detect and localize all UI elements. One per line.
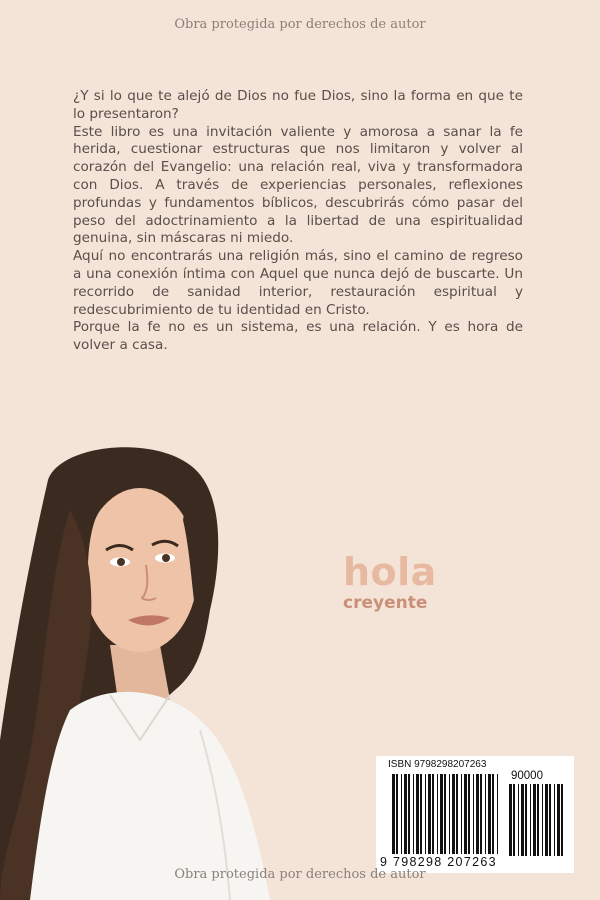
blurb-paragraph: Este libro es una invitación valiente y amorosa a sanar la fe herida, cuestionar estructuras que nos limitaron y volver al corazón del Evangelio: una relación real, viva y transformadora con Dios. A través de experiencias personales, reflexiones profundas y fundamentos bíblicos, descubrirás cómo pasar del peso del adoctrinamiento a la libertad de una espiritualidad genuina, sin máscaras ni miedo. <box>73 123 523 247</box>
isbn-barcode <box>376 756 574 873</box>
blurb-paragraph: ¿Y si lo que te alejó de Dios no fue Dios, sino la forma en que te lo presentaron? <box>73 88 523 122</box>
blurb-paragraph: Porque la fe no es un sistema, es una relación. Y es hora de volver a casa. <box>73 319 523 354</box>
logo-creyente-text: creyente <box>343 593 428 613</box>
book-logo <box>343 552 437 613</box>
copyright-watermark-top: Obra protegida por derechos de autor <box>174 17 426 32</box>
barcode-digits: 9 798298 207263 <box>380 855 497 869</box>
author-portrait <box>0 440 280 900</box>
logo-hola-text: hola <box>343 550 437 594</box>
back-cover-blurb <box>73 88 523 355</box>
blurb-paragraph: Aquí no encontrarás una religión más, sino el camino de regreso a una conexión íntima con Aquel que nunca dejó de buscarte. Un recorrido de sanidad interior, restauración espiritual y redescubrimiento de tu identidad en Cristo. <box>73 248 523 318</box>
copyright-watermark-bottom: Obra protegida por derechos de autor <box>174 867 426 882</box>
isbn-label: ISBN 9798298207263 <box>388 759 487 770</box>
barcode-addon-price: 90000 <box>511 770 543 782</box>
